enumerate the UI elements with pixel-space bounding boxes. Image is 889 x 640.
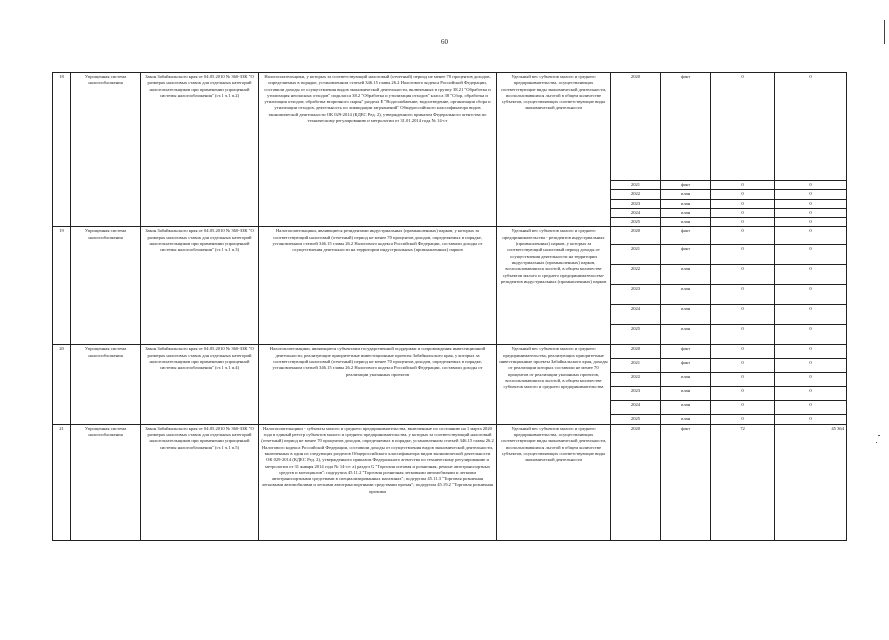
legal-basis: Закон Забайкальского края от 04.05.2010 № 360-ЗЗК "О размерах налоговых ставок для отдельных категорий налогоплательщиков при применении упрощенной системы налогообложения" (ст.1 ч.1 п.4) <box>141 345 259 424</box>
amount-cell: 45 364 <box>775 424 847 540</box>
amount-cell: 0 <box>775 265 847 285</box>
row-number: 21 <box>53 424 71 540</box>
year-cell: 2021 <box>611 359 661 373</box>
amount-cell: 0 <box>775 208 847 217</box>
value-cell: 0 <box>711 285 775 305</box>
period-type-cell: план <box>661 387 711 401</box>
value-cell: 0 <box>711 325 775 345</box>
year-cell: 2022 <box>611 265 661 285</box>
indicator-description: Удельный вес субъектов малого и среднего предпринимательства, реализующих приоритетные инвестиционные проекты Забайкальского края, доходы от реализации которых составили не менее 70 процентов от реализации указанных проектов, воспользовавшихся льготой, в общем количестве субъектов малого и среднего предпринимательства <box>497 345 611 424</box>
amount-cell: 0 <box>775 218 847 227</box>
year-cell: 2025 <box>611 325 661 345</box>
indicator-description: Удельный вес субъектов малого и среднего предпринимательства, осуществляющих соответствующие виды экономической деятельности, воспользовавшихся льготой в общем количестве субъектов, осуществляющих соответствующие виды экономической деятельности <box>497 424 611 540</box>
amount-cell: 0 <box>775 285 847 305</box>
table-row <box>53 73 847 181</box>
period-type-cell: план <box>661 190 711 199</box>
period-type-cell: план <box>661 218 711 227</box>
year-cell: 2025 <box>611 415 661 424</box>
year-cell: 2025 <box>611 218 661 227</box>
value-cell: 0 <box>711 373 775 387</box>
value-cell: 0 <box>711 245 775 265</box>
value-cell: 72 <box>711 424 775 540</box>
period-type-cell: факт <box>661 245 711 265</box>
value-cell: 0 <box>711 265 775 285</box>
period-type-cell: план <box>661 305 711 325</box>
year-cell: 2024 <box>611 208 661 217</box>
beneficiary-description: Налогоплательщики, являющиеся субъектами государственной поддержки и сопровождения инвестиционной деятельности, реализующие приоритетные инвестиционные проекты Забайкальского края, у которых за соответствующий налоговый (отчетный) период не менее 70 процентов доходов, определяемых в порядке, установленном статьей 346.15 главы 26.2 Налогового кодекса Российской Федерации, составили доходы от реализации указанных проектов <box>259 345 497 424</box>
legal-basis: Закон Забайкальского края от 04.05.2010 № 360-ЗЗК "О размерах налоговых ставок для отдельных категорий налогоплательщиков при применении упрощенной системы налогообложения" (ст.1 ч.1 п.2) <box>141 73 259 227</box>
year-cell: 2020 <box>611 345 661 359</box>
value-cell: 0 <box>711 181 775 190</box>
year-cell: 2021 <box>611 245 661 265</box>
indicator-description: Удельный вес субъектов малого и среднего предпринимательства, осуществляющих соответствующие виды экономической деятельности, воспользовавшихся льготой в общем количестве субъектов, осуществляющих соответствующие виды экономической деятельности <box>497 73 611 227</box>
amount-cell: 0 <box>775 415 847 424</box>
tax-regime-name: Упрощенная система налогообложения <box>71 73 141 227</box>
value-cell: 0 <box>711 190 775 199</box>
period-type-cell: факт <box>661 359 711 373</box>
amount-cell: 0 <box>775 181 847 190</box>
tax-regime-name: Упрощенная система налогообложения <box>71 424 141 540</box>
legal-basis: Закон Забайкальского края от 04.05.2010 № 360-ЗЗК "О размерах налоговых ставок для отдельных категорий налогоплательщиков при применении упрощенной системы налогообложения" (ст.1 ч.1 п.5) <box>141 424 259 540</box>
year-cell: 2020 <box>611 424 661 540</box>
table-row <box>53 227 847 245</box>
amount-cell: 0 <box>775 325 847 345</box>
year-cell: 2020 <box>611 227 661 245</box>
value-cell: 0 <box>711 218 775 227</box>
period-type-cell: план <box>661 199 711 208</box>
year-cell: 2021 <box>611 181 661 190</box>
period-type-cell: факт <box>661 424 711 540</box>
amount-cell: 0 <box>775 190 847 199</box>
scan-edge-mark <box>884 20 885 44</box>
row-number: 19 <box>53 227 71 345</box>
table-row <box>53 345 847 359</box>
value-cell: 0 <box>711 415 775 424</box>
value-cell: 0 <box>711 359 775 373</box>
amount-cell: 0 <box>775 305 847 325</box>
year-cell: 2023 <box>611 387 661 401</box>
table-row <box>53 424 847 540</box>
amount-cell: 0 <box>775 73 847 181</box>
year-cell: 2022 <box>611 190 661 199</box>
value-cell: 0 <box>711 73 775 181</box>
value-cell: 0 <box>711 227 775 245</box>
period-type-cell: план <box>661 325 711 345</box>
legal-basis: Закон Забайкальского края от 04.05.2010 № 360-ЗЗК "О размерах налоговых ставок для отдельных категорий налогоплательщиков при применении упрощенной системы налогообложения" (ст.1 ч.1 п.3) <box>141 227 259 345</box>
amount-cell: 0 <box>775 345 847 359</box>
amount-cell: 0 <box>775 373 847 387</box>
year-cell: 2024 <box>611 401 661 415</box>
value-cell: 0 <box>711 305 775 325</box>
value-cell: 0 <box>711 387 775 401</box>
row-number: 18 <box>53 73 71 227</box>
period-type-cell: факт <box>661 345 711 359</box>
year-cell: 2020 <box>611 73 661 181</box>
beneficiary-description: Налогоплательщики - субъекты малого и среднего предпринимательства, включенные по состоянию на 1 марта 2020 года в единый реестр субъектов малого и среднего предпринимательства, у которых за соответствующий налоговый (отчетный) период не менее 70 процентов доходов, определяемых в порядке, установленном статьей 346.15 главы 26.2 Налогового кодекса Российской Федерации, составили доходы от осуществления видов экономической деятельности, включенных в один из следующих разделов Общероссийского классификатора видов экономической деятельности ОК 029-2014 (КДЕС Ред. 2), утвержденного приказом Федерального агентства по техническому регулированию и метрологии от 31 января 2014 года № 14-ст: а) раздел G "Торговля оптовая и розничная; ремонт автотранспортных средств и мотоциклов": подгруппа 45.11.2 "Торговля розничная легковыми автомобилями и легкими автотранспортными средствами в специализированных магазинах"; подгруппа 45.11.3 "Торговля розничная легковыми автомобилями и легкими автотранспортными средствами прочая"; подгруппа 45.19.2 "Торговля розничная прочими <box>259 424 497 540</box>
year-cell: 2022 <box>611 373 661 387</box>
beneficiary-description: Налогоплательщики, у которых за соответствующий налоговый (отчетный) период не менее 70 процентов доходов, определяемых в порядке, установленном статьей 346.15 главы 26.2 Налогового кодекса Российской Федерации, составили доходы от осуществления видов экономической деятельности, включенных в группу 38.21 "Обработка и утилизация неопасных отходов" подкласса 38.2 "Обработка и утилизация отходов" класса 38 "Сбор, обработка и утилизация отходов; обработка вторичного сырья" раздела Е "Водоснабжение; водоотведение, организация сбора и утилизации отходов, деятельность по ликвидации загрязнений" Общероссийского классификатора видов экономической деятельности ОК 029-2014 (КДЕС Ред. 2), утвержденного приказом Федерального агентства по техническому регулированию и метрологии от 31.01.2014 года № 14-ст <box>259 73 497 227</box>
value-cell: 0 <box>711 345 775 359</box>
beneficiary-description: Налогоплательщики, являющиеся резидентами индустриальных (промышленных) парков, у которых за соответствующий налоговый (отчетный) период не менее 70 процентов доходов, определяемых в порядке, установленном статьей 346.15 главы 26.2 Налогового кодекса Российской Федерации, составили доходы от осуществления деятельности на территории индустриальных (промышленных) парков <box>259 227 497 345</box>
period-type-cell: план <box>661 285 711 305</box>
year-cell: 2023 <box>611 285 661 305</box>
amount-cell: 0 <box>775 387 847 401</box>
year-cell: 2024 <box>611 305 661 325</box>
period-type-cell: факт <box>661 73 711 181</box>
amount-cell: 0 <box>775 401 847 415</box>
indicator-description: Удельный вес субъектов малого и среднего предпринимательства - резидентов индустриальных (промышленных) парков, у которых за соответствующий налоговый период доходы от осуществления деятельности на территории индустриальных (промышленных) парков, воспользовавшихся льготой, в общем количестве субъектов малого и среднего предпринимательства-резидентов индустриальных (промышленных) парков <box>497 227 611 345</box>
period-type-cell: план <box>661 265 711 285</box>
scan-speck <box>878 435 880 436</box>
amount-cell: 0 <box>775 227 847 245</box>
value-cell: 0 <box>711 199 775 208</box>
scan-speck <box>876 442 877 443</box>
period-type-cell: план <box>661 401 711 415</box>
row-number: 20 <box>53 345 71 424</box>
page-number: 60 <box>441 38 448 46</box>
year-cell: 2023 <box>611 199 661 208</box>
period-type-cell: план <box>661 415 711 424</box>
tax-regime-name: Упрощенная система налогообложения <box>71 345 141 424</box>
value-cell: 0 <box>711 401 775 415</box>
amount-cell: 0 <box>775 359 847 373</box>
period-type-cell: факт <box>661 181 711 190</box>
period-type-cell: план <box>661 208 711 217</box>
tax-benefit-table <box>52 72 847 541</box>
period-type-cell: факт <box>661 227 711 245</box>
amount-cell: 0 <box>775 199 847 208</box>
period-type-cell: план <box>661 373 711 387</box>
value-cell: 0 <box>711 208 775 217</box>
amount-cell: 0 <box>775 245 847 265</box>
tax-regime-name: Упрощенная система налогообложения <box>71 227 141 345</box>
